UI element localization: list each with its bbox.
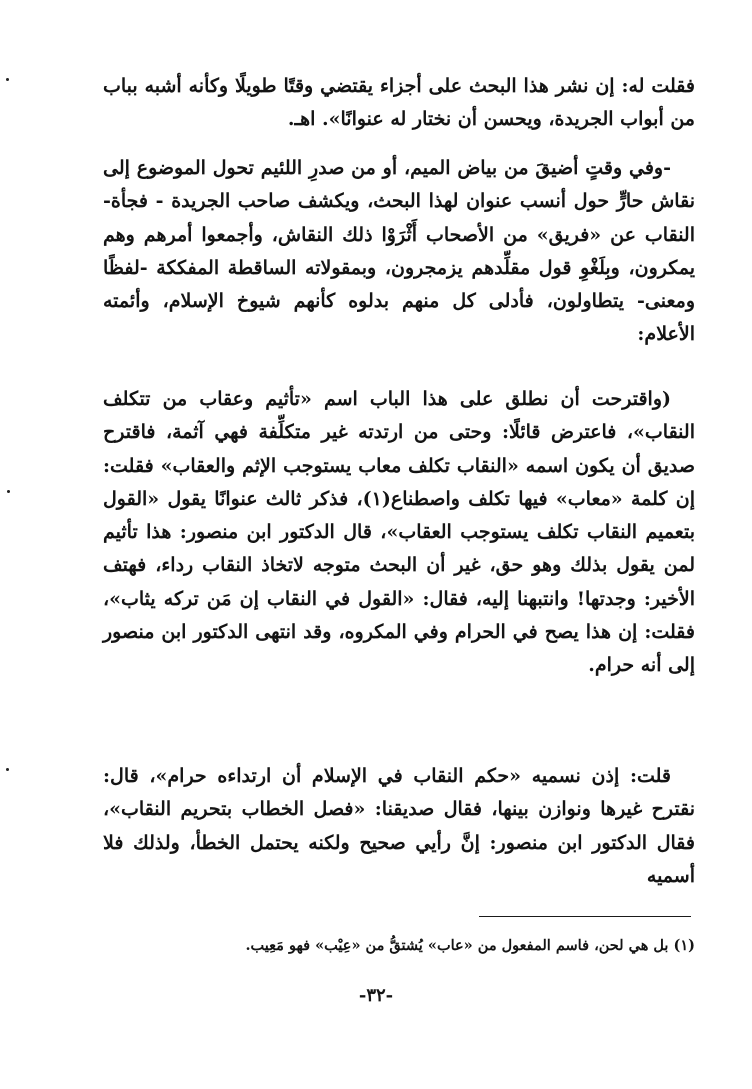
paragraph-3 <box>103 383 695 683</box>
scan-speck <box>6 768 9 771</box>
paragraph-text: -وفي وقتٍ أضيقَ من بياض الميم، أو من صدرِ اللئيم تحول الموضوع إلى نقاش حارٍّ حول أنسب عنوان لهذا البحث، ويكشف صاحب الجريدة - فجأة- النقاب عن «فريق» من الأصحاب أَثْرَوْا ذلك النقاش، وأجمعوا أمرهم وهم يمكرون، وبِلَغْوِ قول مقلِّدهم يزمجرون، وبمقولاته الساقطة المفككة -لفظًا ومعنى- يتطاولون، فأدلى كل منهم بدلوه كأنهم شيوخ الإسلام، وأئمته الأعلام: <box>103 157 695 346</box>
page-number: -٣٢- <box>358 985 394 1006</box>
paragraph-2 <box>103 152 695 352</box>
paragraph-text: (واقترحت أن نطلق على هذا الباب اسم «تأثيم وعقاب من تتكلف النقاب»، فاعترض قائلًا: وحتى من ارتدته غير متكلِّفة فهي آثمة، فاقترح صديق أن يكون اسمه «النقاب تكلف معاب يستوجب الإثم والعقاب» فقلت: إن كلمة «معاب» فيها تكلف واصطناع(١)، فذكر ثالث عنوانًا يقول «القول بتعميم النقاب تكلف يستوجب العقاب»، قال الدكتور ابن منصور: هذا تأثيم لمن يقول بذلك وهو حق، غير أن البحث متوجه لاتخاذ النقاب رداء، فهتف الأخير: وجدتها! وانتبهنا إليه، فقال: «القول في النقاب إن مَن تركه يثاب»، فقلت: إن هذا يصح في الحرام وفي المكروه، وقد انتهى الدكتور ابن منصور إلى أنه حرام. <box>103 388 695 677</box>
scan-speck <box>7 490 10 493</box>
paragraph-4 <box>103 760 695 893</box>
paragraph-1 <box>103 70 695 137</box>
paragraph-text: قلت: إذن نسميه «حكم النقاب في الإسلام أن ارتداءه حرام»، قال: نقترح غيرها ونوازن بينها، فقال صديقنا: «فصل الخطاب بتحريم النقاب»، فقال الدكتور ابن منصور: إنَّ رأيي صحيح ولكنه يحتمل الخطأ، ولذلك فلا أسميه <box>103 765 695 887</box>
scan-speck <box>6 78 9 81</box>
footnote: (١) بل هي لحن، فاسم المفعول من «عاب» يُشتقُّ من «عِيْب» فهو مَعِيب. <box>245 937 695 954</box>
footnote-separator <box>479 916 691 917</box>
paragraph-text: فقلت له: إن نشر هذا البحث على أجزاء يقتضي وقتًا طويلًا وكأنه أشبه بباب من أبواب الجريدة، ويحسن أن نختار له عنوانًا». اهـ. <box>103 75 695 131</box>
